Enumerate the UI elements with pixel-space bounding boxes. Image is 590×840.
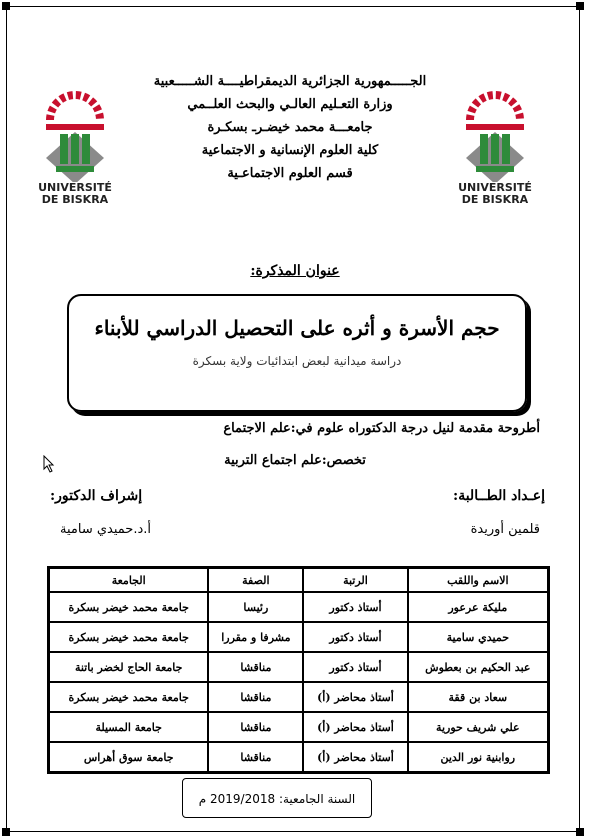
member-university: جامعة الحاج لخضر باتنة (49, 652, 208, 682)
academic-year: السنة الجامعية: 2019/2018 م (182, 778, 372, 818)
supervisor-label: إشراف الدكتور: (50, 488, 143, 504)
table-row (49, 652, 548, 682)
biskra-emblem-icon (460, 86, 530, 182)
header-ministry: وزارة التعـليم العالـي والبحث العلــمي (187, 97, 393, 112)
header-name: الاسم واللقب (408, 568, 548, 592)
corner-mark-top-right (576, 2, 584, 10)
jury-header-row (49, 568, 548, 592)
logo-text-line2: DE BISKRA (461, 193, 529, 206)
institution-header (140, 70, 440, 185)
table-row (49, 622, 548, 652)
member-name: سعاد بن ققة (408, 682, 548, 712)
table-row (49, 712, 548, 742)
table-row (49, 742, 548, 772)
member-role: مناقشا (208, 682, 303, 712)
corner-mark-top-left (2, 2, 10, 10)
member-rank: أستاذ محاضر (أ) (303, 742, 407, 772)
logo-text-line1: UNIVERSITÉ (458, 181, 532, 194)
header-rank: الرتبة (303, 568, 407, 592)
title-box (67, 294, 527, 412)
corner-mark-bottom-left (2, 828, 10, 836)
member-university: جامعة محمد خيضر بسكرة (49, 682, 208, 712)
specialization: تخصص:علم اجتماع التربية (224, 453, 366, 468)
logo-text-line1: UNIVERSITÉ (38, 181, 112, 194)
prepared-by-label: إعـداد الطــالبة: (453, 488, 545, 504)
table-row (49, 592, 548, 622)
member-name: عبد الحكيم بن بعطوش (408, 652, 548, 682)
member-role: مناقشا (208, 712, 303, 742)
student-name: قلمين أوريدة (470, 522, 540, 537)
member-university: جامعة سوق أهراس (49, 742, 208, 772)
corner-mark-bottom-right (576, 828, 584, 836)
member-rank: أستاذ دكتور (303, 622, 407, 652)
member-role: مناقشا (208, 742, 303, 772)
member-rank: أستاذ دكتور (303, 652, 407, 682)
supervisor-name: أ.د.حميدي سامية (60, 522, 151, 537)
thesis-description: أطروحة مقدمة لنيل درجة الدكتوراه علوم في:علم الاجتماع (223, 421, 540, 436)
member-role: مشرفا و مقررا (208, 622, 303, 652)
university-logo-left (30, 86, 120, 206)
member-name: حميدي سامية (408, 622, 548, 652)
table-row (49, 682, 548, 712)
member-rank: أستاذ دكتور (303, 592, 407, 622)
university-logo-right (450, 86, 540, 206)
header-republic: الجـــــمهورية الجزائرية الديمقراطيــــة الشـــــعبية (153, 74, 427, 89)
member-university: جامعة المسيلة (49, 712, 208, 742)
header-university: جامعـــة محمد خيضـرـ بسكـرة (207, 120, 373, 135)
member-name: علي شريف حورية (408, 712, 548, 742)
memo-title-label: عنوان المذكرة: (250, 263, 340, 279)
header-university: الجامعة (49, 568, 208, 592)
thesis-title: حجم الأسرة و أثره على التحصيل الدراسي للأبناء (94, 316, 500, 340)
member-role: مناقشا (208, 652, 303, 682)
biskra-emblem-icon (40, 86, 110, 182)
member-rank: أستاذ محاضر (أ) (303, 682, 407, 712)
member-rank: أستاذ محاضر (أ) (303, 712, 407, 742)
member-name: روابنية نور الدين (408, 742, 548, 772)
mouse-cursor-icon (43, 455, 55, 473)
member-name: مليكة عرعور (408, 592, 548, 622)
header-role: الصفة (208, 568, 303, 592)
jury-table (47, 566, 550, 774)
member-university: جامعة محمد خيضر بسكرة (49, 622, 208, 652)
header-department: قسم العلوم الاجتماعـية (227, 166, 353, 181)
logo-text-line2: DE BISKRA (41, 193, 109, 206)
member-role: رئيسا (208, 592, 303, 622)
header-faculty: كلية العلوم الإنسانية و الاجتماعية (201, 143, 379, 158)
thesis-subtitle: دراسة ميدانية لبعض ابتدائيات ولاية بسكرة (192, 354, 402, 368)
member-university: جامعة محمد خيضر بسكرة (49, 592, 208, 622)
